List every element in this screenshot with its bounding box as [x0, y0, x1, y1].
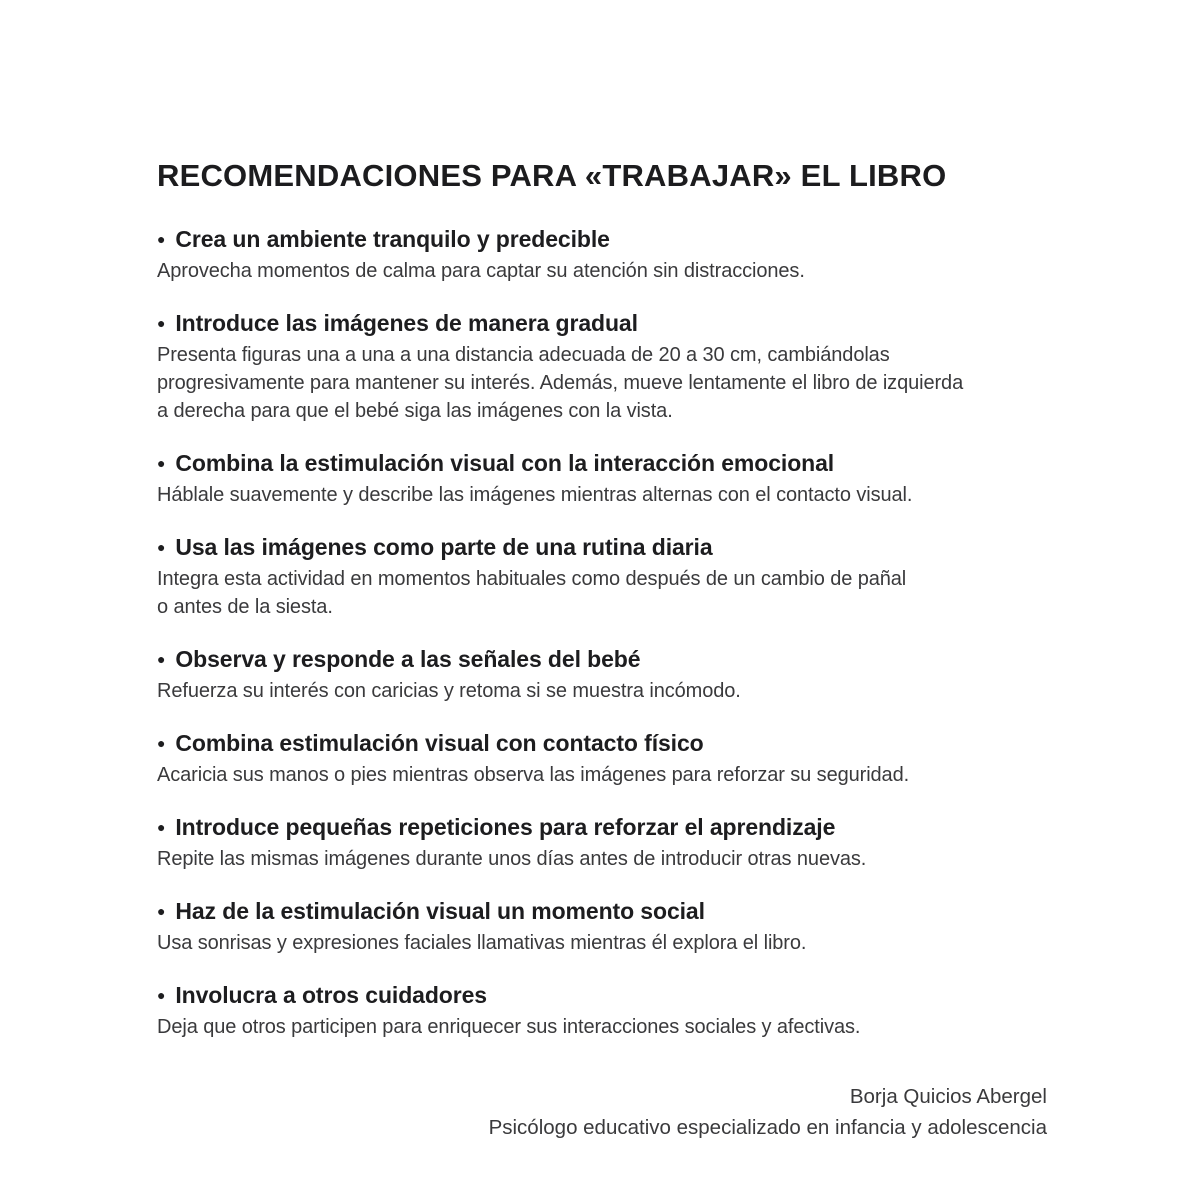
item-heading-text: Usa las imágenes como parte de una rutina diaria: [175, 534, 713, 560]
item-body-line: Refuerza su interés con caricias y retoma si se muestra incómodo.: [157, 680, 741, 702]
item-heading: [157, 896, 1065, 929]
item-heading-text: Introduce las imágenes de manera gradual: [175, 310, 638, 336]
item-heading-text: Introduce pequeñas repeticiones para reforzar el aprendizaje: [175, 814, 836, 840]
item-heading-text: Combina la estimulación visual con la interacción emocional: [175, 450, 835, 476]
item-body-line: Acaricia sus manos o pies mientras observa las imágenes para reforzar su seguridad.: [157, 764, 910, 786]
recommendation-item: [157, 224, 1065, 285]
bullet-icon: ●: [157, 987, 166, 1003]
item-body: [157, 1013, 1065, 1041]
recommendation-item: [157, 448, 1065, 509]
recommendation-item: [157, 532, 1065, 621]
item-body-line: Deja que otros participen para enriquecer sus interacciones sociales y afectivas.: [157, 1016, 861, 1038]
item-heading: [157, 448, 1065, 481]
item-body: [157, 845, 1065, 873]
document-title: RECOMENDACIONES PARA «TRABAJAR» EL LIBRO: [157, 158, 947, 193]
item-body-line: Háblale suavemente y describe las imágenes mientras alternas con el contacto visual.: [157, 484, 913, 506]
item-body-line: Repite las mismas imágenes durante unos días antes de introducir otras nuevas.: [157, 848, 867, 870]
bullet-icon: ●: [157, 231, 166, 247]
recommendation-item: [157, 980, 1065, 1041]
item-heading-text: Crea un ambiente tranquilo y predecible: [175, 226, 610, 252]
item-body-line: o antes de la siesta.: [157, 596, 333, 618]
item-body-line: Aprovecha momentos de calma para captar su atención sin distracciones.: [157, 260, 805, 282]
item-body-line: Presenta figuras una a una a una distancia adecuada de 20 a 30 cm, cambiándolas: [157, 344, 890, 366]
signature-block: [157, 1081, 1065, 1143]
signature-role: Psicólogo educativo especializado en infancia y adolescencia: [488, 1116, 1047, 1139]
item-heading: [157, 644, 1065, 677]
item-heading: [157, 308, 1065, 341]
recommendation-item: [157, 896, 1065, 957]
item-heading: [157, 728, 1065, 761]
item-body-line: Usa sonrisas y expresiones faciales llamativas mientras él explora el libro.: [157, 932, 807, 954]
item-heading: [157, 980, 1065, 1013]
item-heading-text: Haz de la estimulación visual un momento social: [175, 898, 705, 924]
item-body: [157, 677, 1065, 705]
item-heading-text: Involucra a otros cuidadores: [175, 982, 487, 1008]
item-body: [157, 481, 1065, 509]
item-heading: [157, 532, 1065, 565]
bullet-icon: ●: [157, 539, 166, 555]
item-heading-text: Observa y responde a las señales del bebé: [175, 646, 641, 672]
bullet-icon: ●: [157, 651, 166, 667]
recommendation-item: [157, 644, 1065, 705]
item-body-line: progresivamente para mantener su interés. Además, mueve lentamente el libro de izquierda: [157, 372, 964, 394]
bullet-icon: ●: [157, 819, 166, 835]
recommendation-item: [157, 728, 1065, 789]
item-body: [157, 761, 1065, 789]
signature-name: Borja Quicios Abergel: [849, 1085, 1047, 1108]
item-heading-text: Combina estimulación visual con contacto físico: [175, 730, 704, 756]
item-body: [157, 257, 1065, 285]
bullet-icon: ●: [157, 315, 166, 331]
recommendation-item: [157, 308, 1065, 425]
item-body-line: Integra esta actividad en momentos habituales como después de un cambio de pañal: [157, 568, 907, 590]
bullet-icon: ●: [157, 903, 166, 919]
item-body: [157, 929, 1065, 957]
bullet-icon: ●: [157, 455, 166, 471]
item-heading: [157, 812, 1065, 845]
item-heading: [157, 224, 1065, 257]
item-body: [157, 565, 1065, 621]
bullet-icon: ●: [157, 735, 166, 751]
item-body: [157, 341, 1065, 425]
recommendation-item: [157, 812, 1065, 873]
item-body-line: a derecha para que el bebé siga las imágenes con la vista.: [157, 400, 673, 422]
